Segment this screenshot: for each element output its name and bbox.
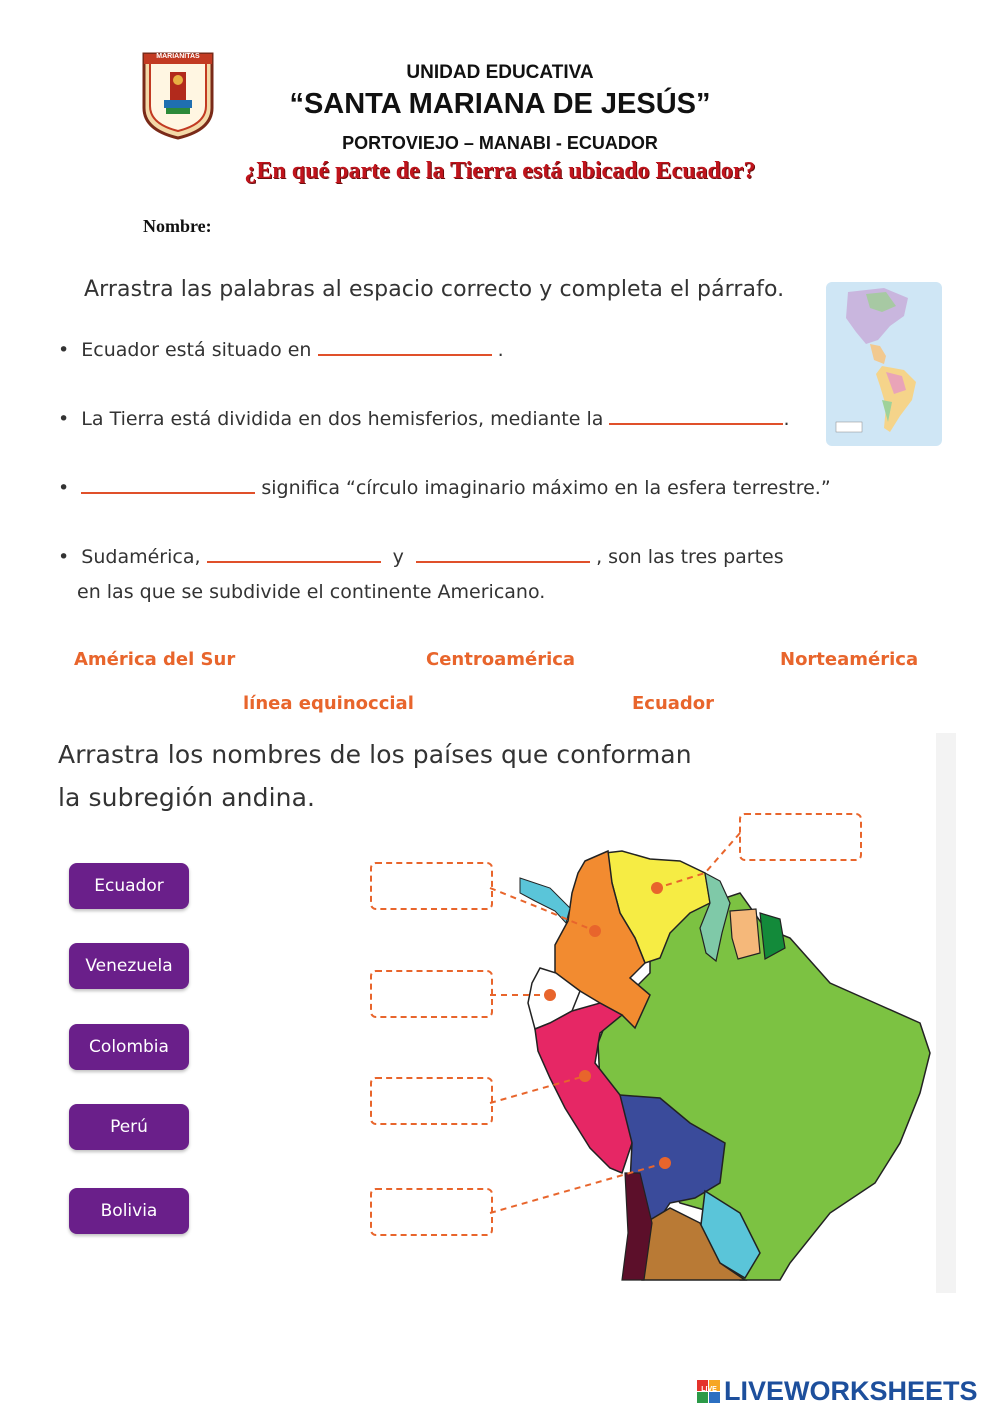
americas-map-icon — [826, 282, 942, 446]
section1-instruction: Arrastra las palabras al espacio correcto y completa el párrafo. — [84, 277, 785, 302]
sentence-3 — [58, 476, 831, 499]
school-line: UNIDAD EDUCATIVA — [406, 62, 594, 83]
sentence-4-before: Sudamérica, — [81, 546, 201, 568]
live-badge-text: LIVE — [701, 1386, 717, 1393]
bullet-dot: • — [58, 339, 82, 361]
bullet-dot: • — [58, 546, 82, 568]
sentence-1 — [58, 338, 504, 361]
country-pill-venezuela[interactable]: Venezuela — [69, 943, 189, 989]
nombre-label: Nombre: — [143, 216, 212, 236]
sentence-3-after: significa “círculo imaginario máximo en la esfera terrestre.” — [261, 477, 831, 499]
sentence-2-before: La Tierra está dividida en dos hemisferios, mediante la — [81, 408, 604, 430]
country-pill-bolivia[interactable]: Bolivia — [69, 1188, 189, 1234]
word-norteamerica[interactable]: Norteamérica — [780, 649, 919, 670]
sentence-1-before: Ecuador está situado en — [81, 339, 312, 361]
dropbox-colombia[interactable] — [370, 862, 493, 910]
sentence-1-after: . — [497, 339, 504, 361]
page-question: ¿En qué parte de la Tierra está ubicado Ecuador? — [244, 158, 756, 184]
blank-1[interactable] — [318, 338, 492, 356]
bullet-dot: • — [58, 408, 82, 430]
word-linea-equinoccial[interactable]: línea equinoccial — [243, 693, 414, 714]
school-location: PORTOVIEJO – MANABI - ECUADOR — [342, 133, 658, 153]
section2-instruction-line1: Arrastra los nombres de los países que conforman — [58, 740, 692, 769]
dropbox-venezuela[interactable] — [739, 813, 862, 861]
sentence-2 — [58, 407, 790, 430]
word-ecuador[interactable]: Ecuador — [632, 693, 715, 714]
school-name: “SANTA MARIANA DE JESÚS” — [289, 88, 711, 120]
sentence-4-after: , son las tres partes — [596, 546, 784, 568]
section2-instruction-line2: la subregión andina. — [58, 783, 316, 812]
sentence-4 — [58, 545, 784, 568]
word-centroamerica[interactable]: Centroamérica — [426, 649, 576, 670]
dropbox-bolivia[interactable] — [370, 1188, 493, 1236]
blank-5[interactable] — [416, 545, 590, 563]
bullet-dot: • — [58, 477, 82, 499]
brand-name: LIVEWORKSHEETS — [724, 1376, 978, 1406]
sentence-4-line2: en las que se subdivide el continente Americano. — [77, 581, 546, 603]
country-pill-peru[interactable]: Perú — [69, 1104, 189, 1150]
crest-label: MARIANITAS — [156, 53, 200, 60]
word-america-del-sur[interactable]: América del Sur — [74, 649, 236, 670]
americas-map-image — [826, 282, 942, 446]
country-pill-ecuador[interactable]: Ecuador — [69, 863, 189, 909]
blank-2[interactable] — [609, 407, 783, 425]
liveworksheets-logo — [697, 1377, 997, 1409]
sentence-4-middle: y — [392, 546, 404, 568]
blank-4[interactable] — [207, 545, 381, 563]
live-badge-icon — [697, 1380, 721, 1404]
sentence-2-after: . — [783, 408, 790, 430]
blank-3[interactable] — [81, 476, 255, 494]
dropbox-ecuador[interactable] — [370, 970, 493, 1018]
dropbox-peru[interactable] — [370, 1077, 493, 1125]
country-pill-colombia[interactable]: Colombia — [69, 1024, 189, 1070]
